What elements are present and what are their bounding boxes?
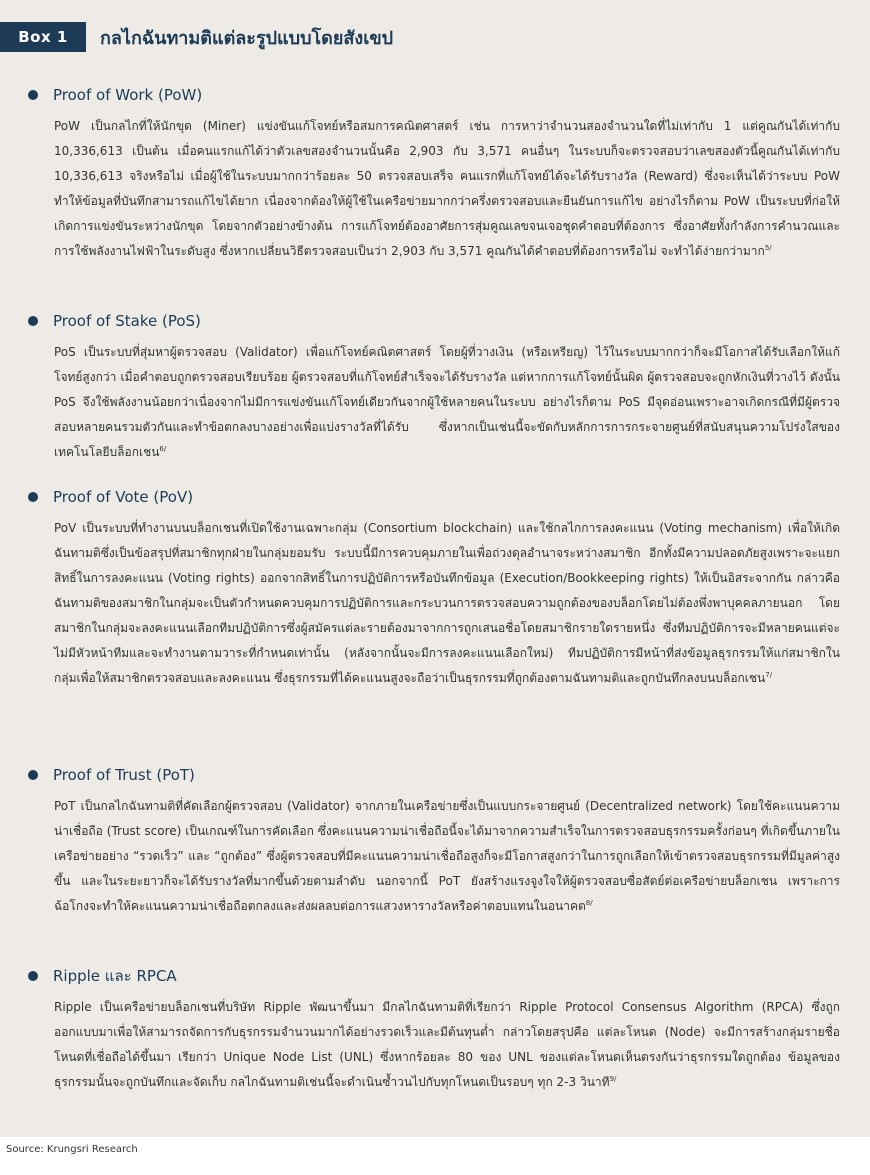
footnote-ref: 8/ [585, 899, 593, 907]
footnote-ref: 7/ [765, 671, 773, 679]
source-note: Source: Krungsri Research [6, 1144, 138, 1155]
section-body [54, 340, 840, 465]
section-pow [28, 84, 840, 264]
section-heading [28, 764, 840, 786]
box-title: กลไกฉันทามติแต่ละรูปแบบโดยสังเขป [100, 27, 394, 49]
section-text: PoT เป็นกลไกฉันทามติที่คัดเลือกผู้ตรวจสอบ (Validator) จากภายในเครือข่ายซึ่งเป็นแบบกระจายศูนย์ (Decentralized network) โดยใช้คะแนนความน่าเชื่อถือ (Trust score) เป็นเกณฑ์ในการคัดเลือก ซึ่งคะแนนความน่าเชื่อถือนี้จะได้มาจากความสำเร็จในการตรวจสอบธุรกรรมครั้งก่อนๆ ที่เกิดขึ้นภายในเครือข่ายอย่าง “รวดเร็ว” และ “ถูกต้อง” ซึ่งผู้ตรวจสอบที่มีคะแนนความน่าเชื่อถือสูงก็จะมีโอกาสสูงกว่าในการถูกเลือกให้เข้าตรวจสอบธุรกรรมที่มีมูลค่าสูงขึ้น และในระยะยาวก็จะได้รับรางวัลที่มากขึ้นด้วยตามลำดับ นอกจากนี้ PoT ยังสร้างแรงจูงใจให้ผู้ตรวจสอบซื่อสัตย์ต่อเครือข่ายบล็อกเชน เพราะการฉ้อโกงจะทำให้คะแนนความน่าเชื่อถือตกลงและส่งผลลบต่อการแสวงหารางวัลหรือค่าตอบแทนในอนาคต [54, 799, 840, 913]
section-heading [28, 486, 840, 508]
section-title: Proof of Work (PoW) [53, 86, 203, 104]
section-heading [28, 310, 840, 332]
section-heading [28, 84, 840, 106]
section-pos [28, 310, 840, 465]
footnote-ref: 9/ [609, 1075, 617, 1083]
bullet-icon [28, 316, 38, 326]
box-tag: Box 1 [0, 22, 86, 52]
section-body [54, 995, 840, 1095]
footnote-ref: 5/ [764, 244, 772, 252]
bullet-icon [28, 770, 38, 780]
section-title: Proof of Vote (PoV) [53, 488, 194, 506]
section-heading [28, 965, 840, 987]
section-text: PoS เป็นระบบที่สุ่มหาผู้ตรวจสอบ (Validator) เพื่อแก้โจทย์คณิตศาสตร์ โดยผู้ที่วางเงิน (หรือเหรียญ) ไว้ในระบบมากกว่าก็จะมีโอกาสได้รับเลือกให้แก้โจทย์สูงกว่า เมื่อคำตอบถูกตรวจสอบเรียบร้อย ผู้ตรวจสอบที่แก้โจทย์สำเร็จจะได้รับรางวัล แต่หากการแก้โจทย์นั้นผิด ผู้ตรวจสอบจะถูกหักเงินที่วางไว้ ดังนั้น PoS จึงใช้พลังงานน้อยกว่าเนื่องจากไม่มีการแข่งขันแก้โจทย์เดียวกันจากผู้ใช้หลายคนในระบบ อย่างไรก็ตาม PoS มีจุดอ่อนเพราะอาจเกิดกรณีที่มีผู้ตรวจสอบหลายคนรวมตัวกันและทำข้อตกลงบางอย่างเพื่อแบ่งรางวัลที่ได้รับ ซึ่งหากเป็นเช่นนี้จะขัดกับหลักการการกระจายศูนย์ที่สนับสนุนความโปร่งใสของเทคโนโลยีบล็อกเชน [54, 345, 840, 459]
section-title: Proof of Trust (PoT) [53, 766, 195, 784]
section-text: Ripple เป็นเครือข่ายบล็อกเชนที่บริษัท Ripple พัฒนาขึ้นมา มีกลไกฉันทามติที่เรียกว่า Ripple Protocol Consensus Algorithm (RPCA) ซึ่งถูกออกแบบมาเพื่อให้สามารถจัดการกับธุรกรรมจำนวนมากได้อย่างรวดเร็วและมีต้นทุนต่ำ กล่าวโดยสรุปคือ แต่ละโหนด (Node) จะมีการสร้างกลุ่มรายชื่อโหนดที่เชื่อถือได้ขึ้นมา เรียกว่า Unique Node List (UNL) ซึ่งหากร้อยละ 80 ของ UNL ของแต่ละโหนดเห็นตรงกันว่าธุรกรรมใดถูกต้อง ข้อมูลของธุรกรรมนั้นจะถูกบันทึกและจัดเก็บ กลไกฉันทามติเช่นนี้จะดำเนินซ้ำวนไปกับทุกโหนดเป็นรอบๆ ทุก 2-3 วินาที [54, 1000, 840, 1089]
bullet-icon [28, 971, 38, 981]
section-text: PoV เป็นระบบที่ทำงานบนบล็อกเชนที่เปิดใช้งานเฉพาะกลุ่ม (Consortium blockchain) และใช้กลไกการลงคะแนน (Voting mechanism) เพื่อให้เกิดฉันทามติซึ่งเป็นข้อสรุปที่สมาชิกทุกฝ่ายในกลุ่มยอมรับ ระบบนี้มีการควบคุมภายในเพื่อถ่วงดุลอำนาจระหว่างสมาชิก อีกทั้งมีความปลอดภัยสูงเพราะจะแยกสิทธิ์ในการลงคะแนน (Voting rights) ออกจากสิทธิ์ในการปฏิบัติการหรือบันทึกข้อมูล (Execution/Bookkeeping rights) ให้เป็นอิสระจากกัน กล่าวคือ ฉันทามติของสมาชิกในกลุ่มจะเป็นตัวกำหนดควบคุมการปฏิบัติการและกระบวนการตรวจสอบความถูกต้องของบล็อกโดยไม่ต้องพึ่งพาบุคคลภายนอก โดยสมาชิกในกลุ่มจะลงคะแนนเลือกทีมปฏิบัติการซึ่งผู้สมัครแต่ละรายต้องมาจากการถูกเสนอชื่อโดยสมาชิกรายใดรายหนึ่ง ซึ่งทีมปฏิบัติการจะมีหลายคนแต่จะไม่มีหัวหน้าทีมและจะทำงานตามวาระที่กำหนดเท่านั้น (หลังจากนั้นจะมีการลงคะแนนเลือกใหม่) ทีมปฏิบัติการมีหน้าที่ส่งข้อมูลธุรกรรมให้แก่สมาชิกในกลุ่มเพื่อให้สมาชิกตรวจสอบและลงคะแนน ซึ่งธุรกรรมที่ได้คะแนนสูงจะถือว่าเป็นธุรกรรมที่ถูกต้องตามฉันทามติและถูกบันทึกลงบนบล็อกเชน [54, 521, 840, 685]
section-body [54, 794, 840, 919]
footnote-ref: 6/ [159, 445, 167, 453]
section-pov [28, 486, 840, 691]
box-header [0, 22, 393, 52]
section-body [54, 114, 840, 264]
section-text: PoW เป็นกลไกที่ให้นักขุด (Miner) แข่งขันแก้โจทย์หรือสมการคณิตศาสตร์ เช่น การหาว่าจำนวนสองจำนวนใดที่ไม่เท่ากับ 1 แต่คูณกันได้เท่ากับ 10,336,613 เป็นต้น เมื่อคนแรกแก้ได้ว่าตัวเลขสองจำนวนนั้นคือ 2,903 กับ 3,571 คนอื่นๆ ในระบบก็จะตรวจสอบว่าเลขสองตัวนี้คูณกันได้เท่ากับ 10,336,613 จริงหรือไม่ เมื่อผู้ใช้ในระบบมากกว่าร้อยละ 50 ตรวจสอบเสร็จ คนแรกที่แก้โจทย์ได้จะได้รับรางวัล (Reward) ซึ่งจะเห็นได้ว่าระบบ PoW ทำให้ข้อมูลที่บันทึกสามารถแก้ไขได้ยาก เนื่องจากต้องให้ผู้ใช้ในเครือข่ายมากกว่าครึ่งตรวจสอบและยืนยันการแก้ไข อย่างไรก็ตาม PoW เป็นระบบที่ก่อให้เกิดการแข่งขันระหว่างนักขุด โดยจากตัวอย่างข้างต้น การแก้โจทย์ต้องอาศัยการสุ่มคูณเลขจนเจอชุดคำตอบที่ต้องการ ซึ่งอาศัยทั้งกำลังการคำนวณและการใช้พลังงานไฟฟ้าในระดับสูง ซึ่งหากเปลี่ยนวิธีตรวจสอบเป็นว่า 2,903 กับ 3,571 คูณกันได้คำตอบที่ต้องการหรือไม่ จะทำได้ง่ายกว่ามาก [54, 119, 840, 258]
section-body [54, 516, 840, 691]
bullet-icon [28, 492, 38, 502]
section-ripple [28, 965, 840, 1095]
section-title: Proof of Stake (PoS) [53, 312, 201, 330]
bullet-icon [28, 90, 38, 100]
section-title: Ripple และ RPCA [53, 967, 177, 985]
section-pot [28, 764, 840, 919]
